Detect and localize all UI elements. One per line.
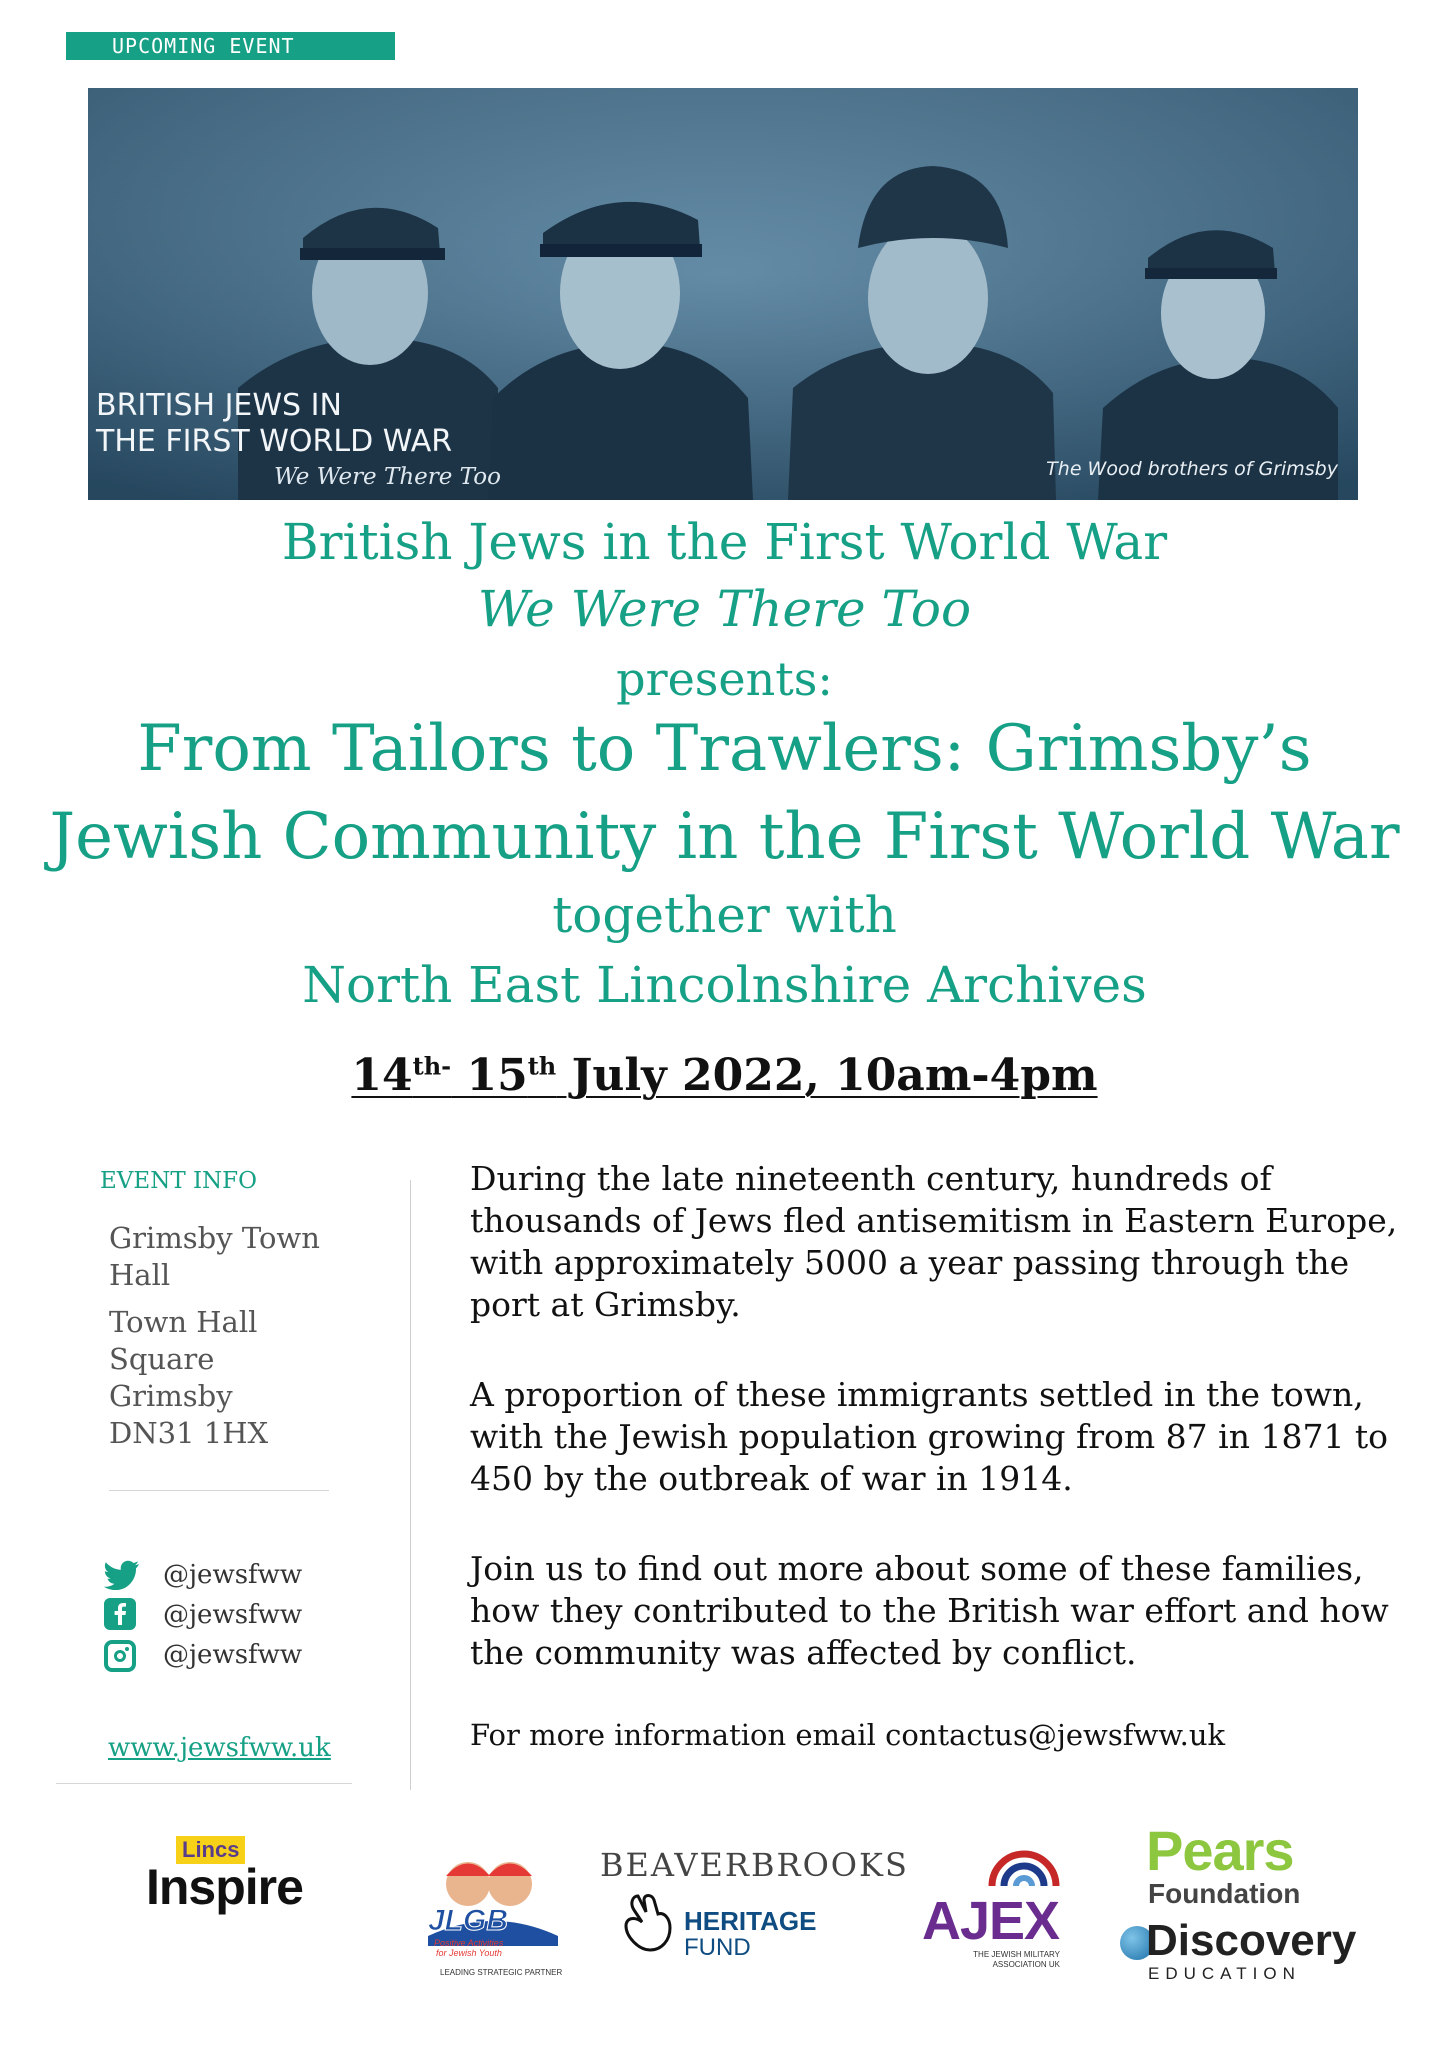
venue-name: Grimsby Town Hall — [109, 1221, 320, 1292]
lincs-inspire-logo: Lincs Inspire — [146, 1837, 303, 1915]
ajex-subtitle-2: ASSOCIATION UK — [992, 1960, 1060, 1969]
heritage-fund-hand-icon — [620, 1892, 676, 1954]
overlay-title-line2: THE FIRST WORLD WAR — [96, 424, 453, 459]
event-date: $14^{th-}$ 15th July 2022, 10am-4pm — [351, 1050, 1098, 1101]
banner-photo — [88, 88, 1358, 500]
ajex-logo: AJEX — [922, 1891, 1060, 1951]
pears-logo: Pears — [1146, 1819, 1294, 1882]
sidebar-divider — [109, 1490, 329, 1491]
facebook-icon[interactable] — [104, 1598, 136, 1630]
jlgb-logo: JLGB Positive Activities for Jewish Youth LEADING STRATEGIC PARTNER — [418, 1846, 568, 1976]
sidebar-bottom-divider — [56, 1783, 352, 1784]
facebook-handle[interactable]: @jewsfww — [163, 1600, 303, 1630]
heading-line3: presents: — [616, 652, 833, 706]
instagram-handle[interactable]: @jewsfww — [163, 1640, 303, 1670]
heading-line1: British Jews in the First World War — [281, 513, 1168, 571]
event-title-line1: From Tailors to Trawlers: Grimsby’s — [137, 712, 1312, 786]
heritage-fund-logo-line1: HERITAGE — [684, 1906, 817, 1936]
photo-caption: The Wood brothers of Grimsby — [1046, 458, 1338, 480]
heading-line4: together with — [552, 886, 897, 944]
overlay-title-line1: BRITISH JEWS IN — [96, 388, 342, 423]
event-info-label: EVENT INFO — [100, 1168, 257, 1194]
website-link[interactable]: www.jewsfww.uk — [108, 1733, 331, 1763]
discovery-logo: Discovery — [1146, 1916, 1357, 1965]
twitter-icon[interactable] — [104, 1560, 140, 1590]
pears-logo-sub: Foundation — [1148, 1878, 1301, 1909]
heritage-fund-logo-line2: FUND — [684, 1934, 751, 1961]
column-divider — [410, 1180, 411, 1790]
body-paragraph-1: During the late nineteenth century, hundreds of thousands of Jews fled antisemitism in Eastern Europe, with approximately 5000 a year passing through the port at Grimsby. — [470, 1159, 1398, 1324]
beaverbrooks-logo: BEAVERBROOKS — [600, 1846, 909, 1884]
body-paragraph-3: Join us to find out more about some of these families, how they contributed to the British war effort and how the community was affected by conflict. — [470, 1549, 1389, 1672]
body-paragraph-2: A proportion of these immigrants settled in the town, with the Jewish population growing from 87 in 1871 to 450 by the outbreak of war in 1914. — [470, 1375, 1389, 1498]
discovery-logo-sub: EDUCATION — [1148, 1964, 1301, 1983]
twitter-handle[interactable]: @jewsfww — [163, 1560, 303, 1590]
event-title-line2: Jewish Community in the First World War — [49, 800, 1400, 874]
instagram-icon[interactable] — [104, 1640, 136, 1672]
venue-address: Town Hall Square Grimsby DN31 1HX — [109, 1305, 269, 1450]
contact-line: For more information email contactus@jewsfww.uk — [470, 1718, 1226, 1752]
heading-line5: North East Lincolnshire Archives — [302, 956, 1147, 1014]
ajex-subtitle-1: THE JEWISH MILITARY — [973, 1950, 1060, 1959]
overlay-subtitle: We Were There Too — [274, 464, 501, 490]
ajex-emblem-icon — [988, 1840, 1060, 1890]
upcoming-event-tag: UPCOMING EVENT — [66, 32, 395, 60]
heading-line2: We Were There Too — [477, 580, 972, 638]
